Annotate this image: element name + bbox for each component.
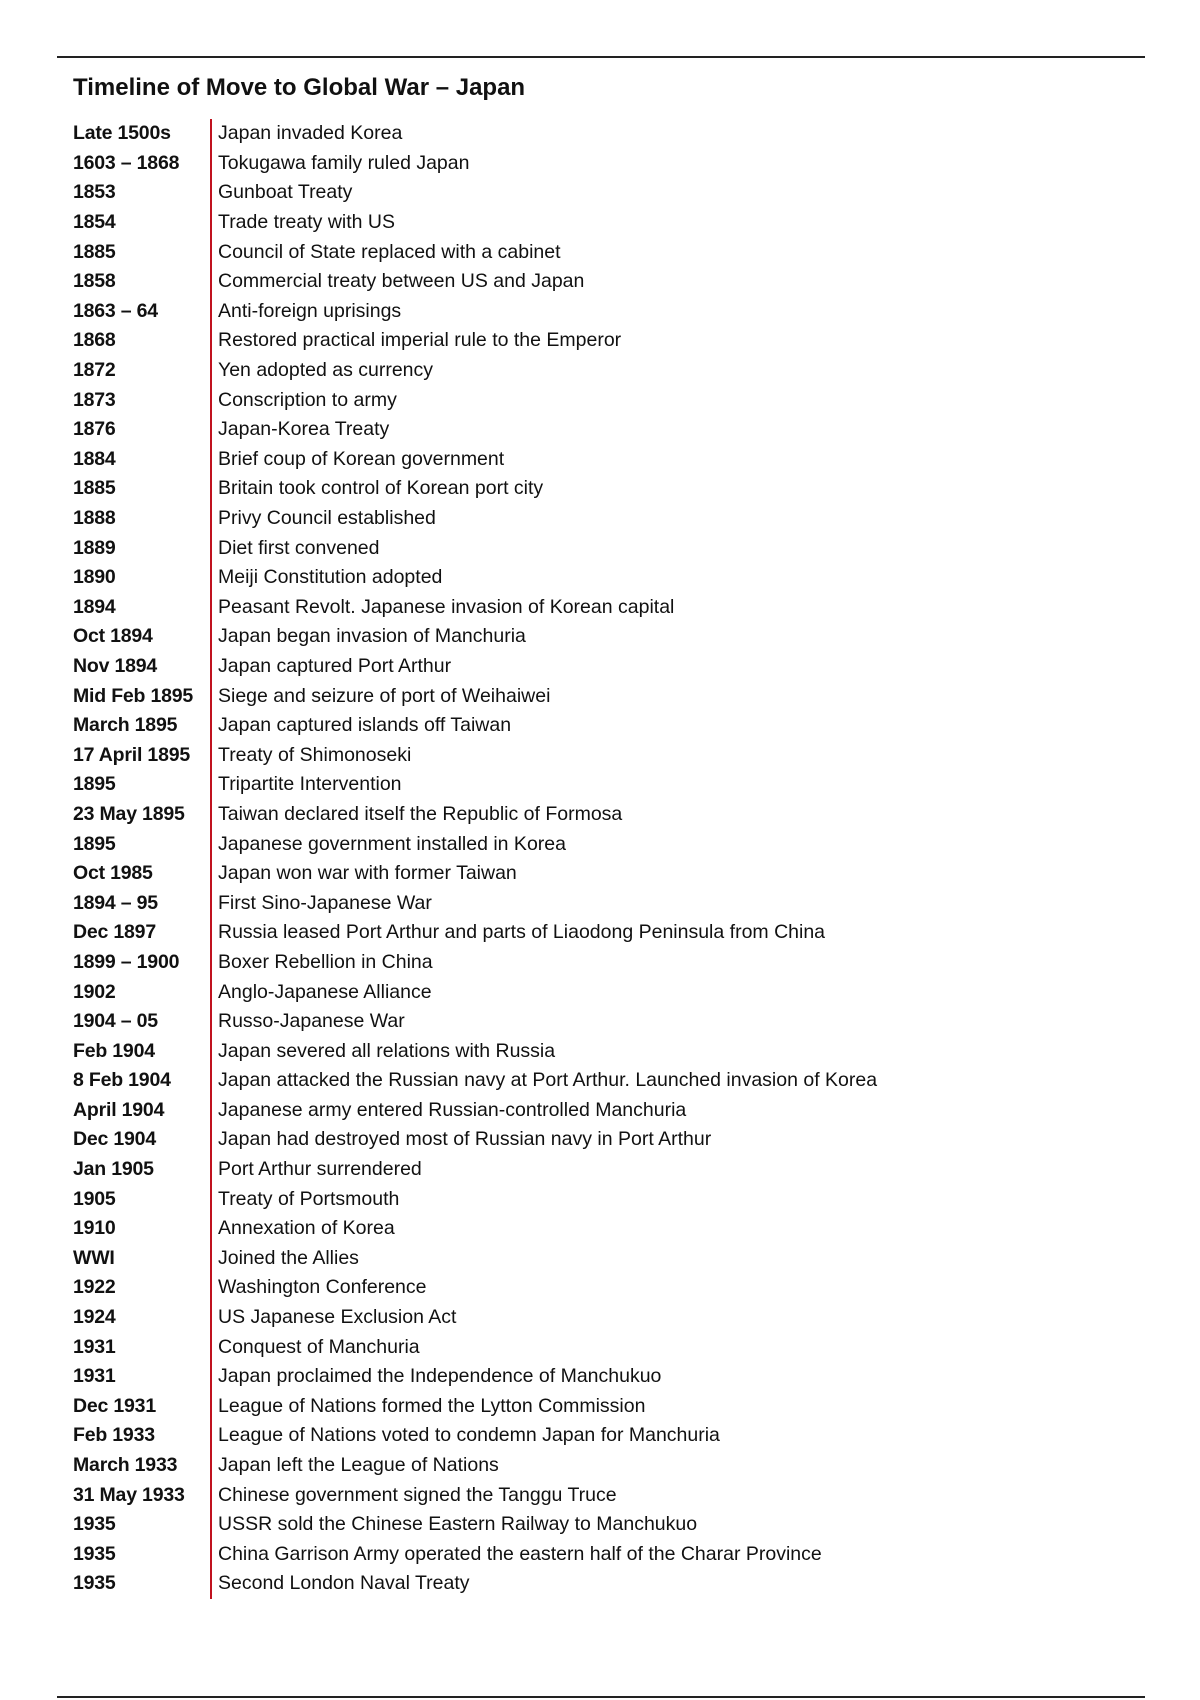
timeline-date: 31 May 1933 — [73, 1483, 185, 1506]
timeline-date: 1868 — [73, 329, 116, 352]
timeline-row — [73, 474, 1153, 504]
timeline-event: Japan had destroyed most of Russian navy in Port Arthur — [218, 1128, 712, 1151]
timeline-row — [73, 1036, 1153, 1066]
timeline-date: 1905 — [73, 1187, 116, 1210]
timeline-event: Japan left the League of Nations — [218, 1454, 499, 1477]
timeline-event: Second London Naval Treaty — [218, 1572, 470, 1595]
timeline-event: Tripartite Intervention — [218, 773, 402, 796]
timeline-event: Siege and seizure of port of Weihaiwei — [218, 684, 551, 707]
timeline-date: March 1895 — [73, 714, 178, 737]
timeline-event: Yen adopted as currency — [218, 359, 434, 382]
timeline-row — [73, 1540, 1153, 1570]
timeline-row — [73, 1332, 1153, 1362]
timeline-event: Japan captured islands off Taiwan — [218, 714, 512, 737]
timeline-event: Japanese army entered Russian-controlled Manchuria — [218, 1098, 687, 1121]
timeline-event: Annexation of Korea — [218, 1217, 395, 1240]
timeline-row — [73, 622, 1153, 652]
timeline-event: Russo-Japanese War — [218, 1010, 405, 1033]
timeline-date: 1885 — [73, 477, 116, 500]
timeline-date: 1873 — [73, 388, 116, 411]
timeline-event: Boxer Rebellion in China — [218, 950, 433, 973]
timeline-row — [73, 297, 1153, 327]
timeline-row — [73, 1125, 1153, 1155]
timeline-date: 1935 — [73, 1572, 116, 1595]
timeline-date: 1858 — [73, 270, 116, 293]
timeline-row — [73, 1362, 1153, 1392]
timeline-date: 1895 — [73, 773, 116, 796]
timeline-event: USSR sold the Chinese Eastern Railway to Manchukuo — [218, 1513, 698, 1536]
timeline-row — [73, 948, 1153, 978]
timeline-row — [73, 918, 1153, 948]
timeline-event: Conquest of Manchuria — [218, 1335, 420, 1358]
timeline-row — [73, 711, 1153, 741]
bottom-rule — [57, 1696, 1145, 1698]
timeline-event: Anti-foreign uprisings — [218, 299, 402, 322]
timeline-row — [73, 800, 1153, 830]
timeline-date: 1854 — [73, 211, 116, 234]
timeline-event: Chinese government signed the Tanggu Truce — [218, 1483, 617, 1506]
timeline-date: 1931 — [73, 1365, 116, 1388]
timeline-row — [73, 1392, 1153, 1422]
timeline-event: Japan captured Port Arthur — [218, 654, 452, 677]
timeline-event: Port Arthur surrendered — [218, 1158, 422, 1181]
timeline-event: Japan-Korea Treaty — [218, 418, 390, 441]
timeline-row — [73, 385, 1153, 415]
timeline-row — [73, 1244, 1153, 1274]
timeline-event: Brief coup of Korean government — [218, 447, 505, 470]
timeline-date: Nov 1894 — [73, 654, 158, 677]
timeline-row — [73, 267, 1153, 297]
timeline-event: Japan severed all relations with Russia — [218, 1039, 556, 1062]
timeline-row — [73, 1007, 1153, 1037]
timeline-date: 1895 — [73, 832, 116, 855]
timeline-event: Diet first convened — [218, 536, 380, 559]
timeline-event: League of Nations voted to condemn Japan for Manchuria — [218, 1424, 720, 1447]
timeline-date: 1924 — [73, 1306, 116, 1329]
timeline-row — [73, 533, 1153, 563]
timeline-row — [73, 178, 1153, 208]
timeline-event: Conscription to army — [218, 388, 397, 411]
timeline-event: Britain took control of Korean port city — [218, 477, 544, 500]
timeline-event: Anglo-Japanese Alliance — [218, 980, 432, 1003]
timeline-row — [73, 237, 1153, 267]
timeline-event: Council of State replaced with a cabinet — [218, 240, 561, 263]
timeline-event: Japan attacked the Russian navy at Port Arthur. Launched invasion of Korea — [218, 1069, 878, 1092]
timeline-date: Mid Feb 1895 — [73, 684, 194, 707]
timeline-event: China Garrison Army operated the eastern half of the Charar Province — [218, 1542, 822, 1565]
timeline-row — [73, 1451, 1153, 1481]
timeline-date: 8 Feb 1904 — [73, 1069, 171, 1092]
timeline-event: Gunboat Treaty — [218, 181, 353, 204]
timeline-event: Russia leased Port Arthur and parts of Liaodong Peninsula from China — [218, 921, 826, 944]
timeline-row — [73, 149, 1153, 179]
timeline-date: March 1933 — [73, 1454, 178, 1477]
timeline-row — [73, 652, 1153, 682]
timeline-date: 1894 – 95 — [73, 891, 158, 914]
timeline-date: Late 1500s — [73, 122, 171, 145]
timeline-date: 1902 — [73, 980, 116, 1003]
timeline-event: Joined the Allies — [218, 1246, 359, 1269]
timeline-date: Feb 1904 — [73, 1039, 155, 1062]
timeline-date: 1935 — [73, 1513, 116, 1536]
timeline-date: April 1904 — [73, 1098, 165, 1121]
timeline-event: Washington Conference — [218, 1276, 427, 1299]
timeline-row — [73, 1066, 1153, 1096]
timeline-date: 1884 — [73, 447, 116, 470]
timeline-event: Japan proclaimed the Independence of Manchukuo — [218, 1365, 662, 1388]
timeline-date: 1863 – 64 — [73, 299, 158, 322]
timeline-row — [73, 1510, 1153, 1540]
timeline-date: 1889 — [73, 536, 116, 559]
timeline-row — [73, 563, 1153, 593]
timeline-row — [73, 326, 1153, 356]
timeline-row — [73, 681, 1153, 711]
timeline-event: Restored practical imperial rule to the Emperor — [218, 329, 622, 352]
timeline-row — [73, 119, 1153, 149]
timeline-row — [73, 1096, 1153, 1126]
timeline-date: 1910 — [73, 1217, 116, 1240]
timeline-event: Peasant Revolt. Japanese invasion of Korean capital — [218, 595, 675, 618]
timeline-row — [73, 1480, 1153, 1510]
timeline-row — [73, 1421, 1153, 1451]
top-rule — [57, 56, 1145, 58]
timeline-row — [73, 740, 1153, 770]
timeline-date: Oct 1985 — [73, 862, 153, 885]
timeline-event: Commercial treaty between US and Japan — [218, 270, 585, 293]
timeline-event: Taiwan declared itself the Republic of Formosa — [218, 802, 623, 825]
timeline-date: Feb 1933 — [73, 1424, 155, 1447]
timeline-event: Privy Council established — [218, 507, 436, 530]
timeline-event: League of Nations formed the Lytton Commission — [218, 1394, 646, 1417]
timeline-row — [73, 888, 1153, 918]
timeline-table — [73, 119, 1153, 1599]
timeline-event: US Japanese Exclusion Act — [218, 1306, 457, 1329]
timeline-date: Dec 1931 — [73, 1394, 156, 1417]
timeline-date: 1904 – 05 — [73, 1010, 158, 1033]
timeline-row — [73, 1303, 1153, 1333]
timeline-row — [73, 1273, 1153, 1303]
timeline-date: 1894 — [73, 595, 116, 618]
timeline-event: First Sino-Japanese War — [218, 891, 432, 914]
timeline-date: Jan 1905 — [73, 1158, 154, 1181]
timeline-date: Dec 1904 — [73, 1128, 156, 1151]
timeline-row — [73, 977, 1153, 1007]
timeline-date: 1853 — [73, 181, 116, 204]
timeline-date: 1931 — [73, 1335, 116, 1358]
timeline-date: WWI — [73, 1246, 115, 1269]
timeline-row — [73, 1155, 1153, 1185]
timeline-date: 1922 — [73, 1276, 116, 1299]
timeline-date: 1872 — [73, 359, 116, 382]
page-title: Timeline of Move to Global War – Japan — [73, 74, 526, 101]
timeline-date: 1890 — [73, 566, 116, 589]
timeline-date: 1888 — [73, 507, 116, 530]
timeline-date: 1935 — [73, 1542, 116, 1565]
timeline-row — [73, 1184, 1153, 1214]
timeline-date: 1876 — [73, 418, 116, 441]
timeline-row — [73, 829, 1153, 859]
timeline-date: Dec 1897 — [73, 921, 156, 944]
timeline-event: Trade treaty with US — [218, 211, 396, 234]
timeline-row — [73, 504, 1153, 534]
timeline-event: Tokugawa family ruled Japan — [218, 151, 470, 174]
timeline-row — [73, 356, 1153, 386]
timeline-event: Japanese government installed in Korea — [218, 832, 566, 855]
timeline-row — [73, 770, 1153, 800]
timeline-event: Japan invaded Korea — [218, 122, 403, 145]
timeline-event: Treaty of Portsmouth — [218, 1187, 400, 1210]
timeline-event: Meiji Constitution adopted — [218, 566, 443, 589]
timeline-date: 1885 — [73, 240, 116, 263]
timeline-row — [73, 1569, 1153, 1599]
timeline-event: Japan won war with former Taiwan — [218, 862, 517, 885]
timeline-row — [73, 208, 1153, 238]
timeline-row — [73, 445, 1153, 475]
timeline-row — [73, 1214, 1153, 1244]
timeline-date: Oct 1894 — [73, 625, 153, 648]
timeline-date: 1603 – 1868 — [73, 151, 180, 174]
timeline-date: 17 April 1895 — [73, 743, 190, 766]
timeline-date: 23 May 1895 — [73, 802, 185, 825]
timeline-event: Japan began invasion of Manchuria — [218, 625, 526, 648]
timeline-row — [73, 415, 1153, 445]
timeline-row — [73, 859, 1153, 889]
timeline-date: 1899 – 1900 — [73, 950, 180, 973]
timeline-row — [73, 593, 1153, 623]
timeline-event: Treaty of Shimonoseki — [218, 743, 412, 766]
